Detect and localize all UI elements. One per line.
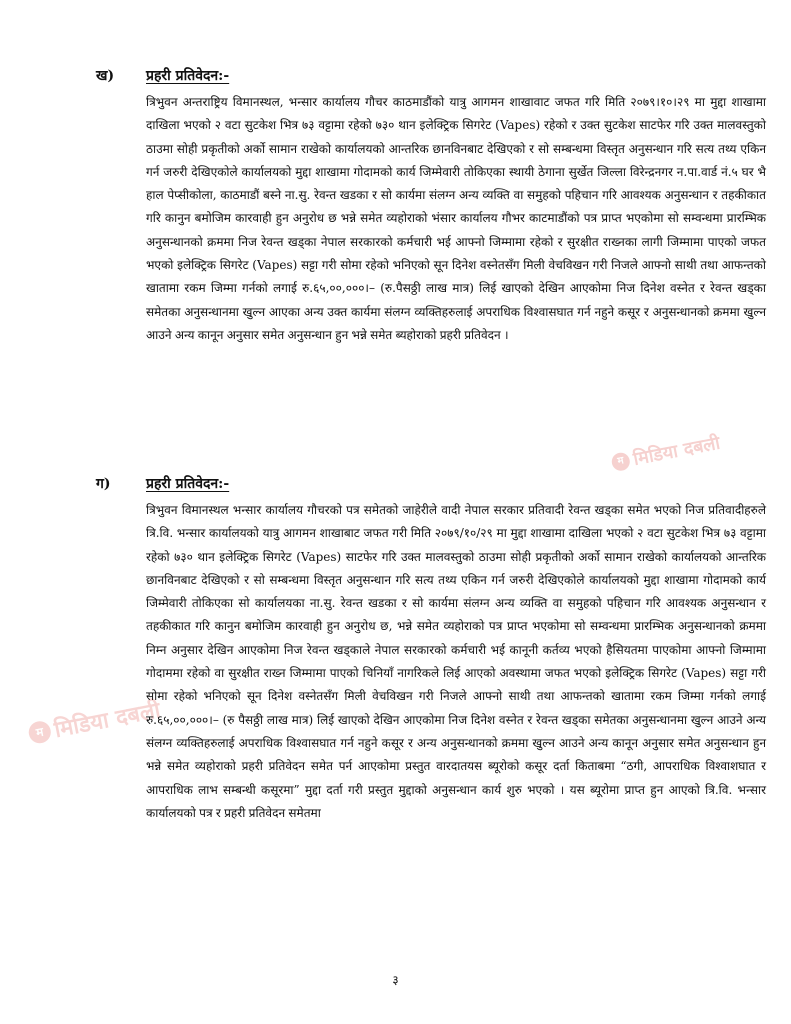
watermark-mark-icon: म	[27, 719, 53, 745]
section-paragraph: त्रिभुवन विमानस्थल भन्सार कार्यालय गौचरको पत्र समेतको जाहेरीले वादी नेपाल सरकार प्रतिवादी रेवन्त खड्का समेत भएको निज प्रतिवादीहरुले त्रि.वि. भन्सार कार्यालयको यात्रु आगमन शाखाबाट जफत गरी मिति २०७९/१०/२९ मा मुद्दा शाखामा दाखिला भएको २ वटा सुटकेश भित्र ७३ वट्टामा रहेको ७३० थान इलेक्ट्रिक सिगरेट (Vapes) साटफेर गरि उक्त मालवस्तुको ठाउमा सोही प्रकृतीको अर्को सामान राखेको कार्यालयको आन्तरिक छानविनबाट देखिएको र सो सम्बन्धमा विस्तृत अनुसन्धान गरि सत्य तथ्य एकिन गर्न जरुरी देखिएकोले कार्यालयको मुद्दा शाखामा गोदामको कार्य जिम्मेवारी तोकिएका सो कार्यालयका ना.सु. रेवन्त खडका र सो कार्यमा संलग्न अन्य व्यक्ति वा समुहको पहिचान गरि आवश्यक अनुसन्धान र तहकीकात गरि कानुन बमोजिम कारवाही हुन अनुरोध छ, भन्ने समेत व्यहोराको पत्र प्राप्त भएकोमा सो सम्वन्धमा प्रारम्भिक अनुसन्धानको क्रममा निम्न अनुसार देखिन आएकोमा निज रेवन्त खड्काले नेपाल सरकारको कर्मचारी भई कानूनी कर्तव्य भएको हैसियतमा पाएकोमा आफ्नो जिम्मामा गोदाममा रहेको वा सुरक्षीत राख्न जिम्मामा पाएको चिनियाँ नागरिकले लिई आएको अवस्थामा जफत भएको इलेक्ट्रिक सिगरेट (Vapes) सट्टा गरी सोमा रहेको भनिएको सून दिनेश वस्नेतसँग मिली वेचविखन गरी निजले आफ्नो साथी तथा आफन्तको खातामा रकम जिम्मा गर्नको लगाई रु.६५,००,०००।– (रु पैसठ्ठी लाख मात्र) लिई खाएको देखिन आएकोमा निज दिनेश वस्नेत र रेवन्त खड्का समेतका अनुसन्धानमा खुल्न आउने अन्य संलग्न व्यक्तिहरुलाई अपराधिक विश्वासघात गर्न नहुने कसूर र अन्य अनुसन्धानको क्रममा खुल्न आउने अन्य कानून अनुसार समेत अनुसन्धान हुन भन्ने समेत व्यहोराको प्रहरी प्रतिवेदन समेत पर्न आएकोमा प्रस्तुत वारदातयस ब्यूरोको कसूर दर्ता किताबमा “ठगी, आपराधिक विश्वाशघात र आपराधिक लाभ सम्बन्धी कसूरमा” मुद्दा दर्ता गरी प्रस्तुत मुद्दाको अनुसन्धान कार्य शुरु भएको । यस ब्यूरोमा प्राप्त हुन आएको त्रि.वि. भन्सार कार्यालयको पत्र र प्रहरी प्रतिवेदन समेतमा	[146, 503, 766, 820]
watermark-text: मिडिया दबली	[52, 698, 163, 744]
section-heading	[0, 66, 791, 86]
section-title: प्रहरी प्रतिवेदन:-	[146, 68, 230, 84]
section-paragraph: त्रिभुवन अन्तराष्ट्रिय विमानस्थल, भन्सार कार्यालय गौचर काठमाडौंको यात्रु आगमन शाखावाट जफत गरि मिति २०७९।१०।२९ मा मुद्दा शाखामा दाखिला भएको २ वटा सुटकेश भित्र ७३ वट्टामा रहेको ७३० थान इलेक्ट्रिक सिगरेट (Vapes) रहेको र उक्त सुटकेश साटफेर गरि उक्त मालवस्तुको ठाउमा सोही प्रकृतीको अर्को सामान राखेको कार्यालयको आन्तरिक छानविनबाट देखिएको र सो सम्बन्धमा विस्तृत अनुसन्धान गरि सत्य तथ्य एकिन गर्न जरुरी देखिएकोले कार्यालयको मुद्दा शाखामा गोदामको कार्य जिम्मेवारी तोकिएका स्थायी ठेगाना सुर्खेत जिल्ला विरेन्द्रनगर न.पा.वार्ड नं.५ घर भै हाल पेप्सीकोला, काठमाडौं बस्ने ना.सु. रेवन्त खडका र सो कार्यमा संलग्न अन्य व्यक्ति वा समुहको पहिचान गरि आवश्यक अनुसन्धान र तहकीकात गरि कानुन बमोजिम कारवाही हुन अनुरोध छ भन्ने समेत व्यहोराको भंसार कार्यालय गौभर काटमाडौंको पत्र प्राप्त भएकोमा सो सम्वन्धमा प्रारम्भिक अनुसन्धानको क्रममा निज रेवन्त खड्का नेपाल सरकारको कर्मचारी भई आफ्नो जिम्मामा रहेको र सुरक्षीत राख्नका लागी जिम्मामा पाएको जफत भएको इलेक्ट्रिक सिगरेट (Vapes) सट्टा गरी सोमा रहेको भनिएको सून दिनेश वस्नेतसँग मिली वेचविखन गरी निजले आफ्नो साथी तथा आफन्तको खातामा रकम जिम्मा गर्नको लगाई रु.६५,००,०००।– (रु.पैसठ्ठी लाख मात्र) लिई खाएको देखिन आएकोमा निज दिनेश वस्नेत र रेवन्त खड्का समेतका अनुसन्धानमा खुल्न आएका अन्य उक्त कार्यमा संलग्न व्यक्तिहरुलाई अपराधिक विश्वासघात गर्न नहुने कसूर र अनुसन्धानको क्रममा खुल्न आउने अन्य कानून अनुसार समेत अनुसन्धान हुन भन्ने समेत ब्यहोराको प्रहरी प्रतिवेदन ।	[146, 95, 766, 342]
watermark-mark-icon: म	[610, 451, 631, 472]
section-label: ग)	[96, 476, 111, 492]
section-heading	[0, 474, 791, 494]
section-kha	[0, 66, 791, 342]
watermark-text: मिडिया दबली	[631, 432, 722, 471]
section-title: प्रहरी प्रतिवेदन:-	[146, 476, 230, 492]
page-number: ३	[392, 973, 399, 987]
section-label: ख)	[96, 68, 115, 84]
